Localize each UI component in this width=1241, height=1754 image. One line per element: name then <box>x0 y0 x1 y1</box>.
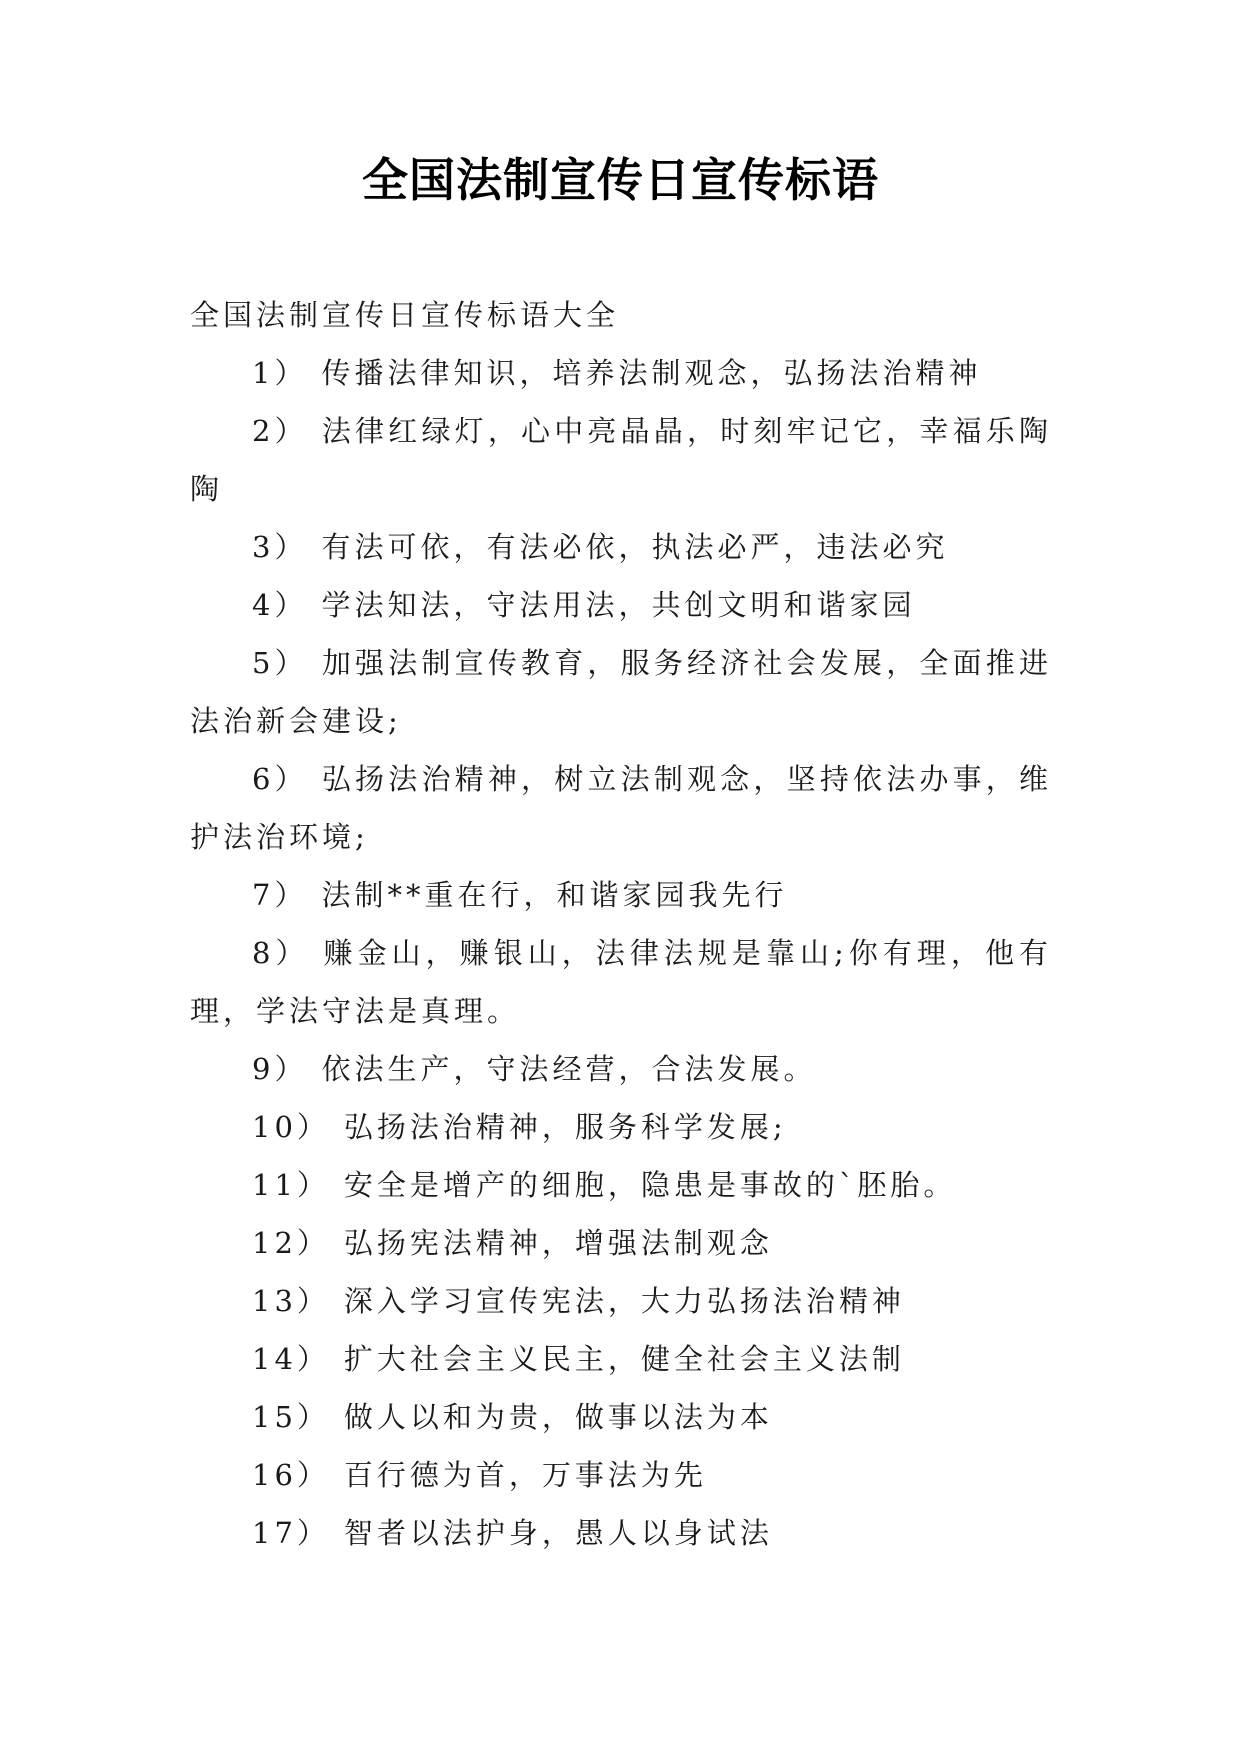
slogan-item-8 <box>190 924 1052 1040</box>
item-text: 弘扬宪法精神，增强法制观念 <box>343 1226 773 1260</box>
item-number: 3） <box>252 530 308 564</box>
document-title: 全国法制宣传日宣传标语 <box>362 153 879 207</box>
item-number: 1） <box>252 356 308 390</box>
item-number: 4） <box>252 588 308 622</box>
slogan-item-16 <box>190 1446 1052 1504</box>
item-text: 做人以和为贵，做事以法为本 <box>343 1400 773 1434</box>
item-number: 17） <box>252 1516 330 1550</box>
item-number: 2） <box>252 414 308 448</box>
item-text: 加强法制宣传教育，服务经济社会发展，全面推进法治新会建设; <box>190 646 1052 738</box>
item-text: 扩大社会主义民主，健全社会主义法制 <box>343 1342 905 1376</box>
item-number: 13） <box>252 1284 330 1318</box>
item-text: 法制**重在行，和谐家园我先行 <box>321 878 788 912</box>
slogan-item-4 <box>190 576 1052 634</box>
slogan-item-14 <box>190 1330 1052 1388</box>
slogan-item-12 <box>190 1214 1052 1272</box>
slogan-item-13 <box>190 1272 1052 1330</box>
item-text: 有法可依，有法必依，执法必严，违法必究 <box>321 530 949 564</box>
item-text: 赚金山，赚银山，法律法规是靠山;你有理，他有理，学法守法是真理。 <box>190 936 1053 1028</box>
item-text: 智者以法护身，愚人以身试法 <box>343 1516 773 1550</box>
slogan-item-17 <box>190 1504 1052 1562</box>
item-number: 16） <box>252 1458 330 1492</box>
item-number: 14） <box>252 1342 330 1376</box>
slogan-item-5 <box>190 634 1052 750</box>
item-number: 6） <box>252 762 308 796</box>
item-text: 安全是增产的细胞，隐患是事故的`胚胎。 <box>343 1168 957 1202</box>
item-number: 11） <box>252 1168 330 1202</box>
slogan-item-9 <box>190 1040 1052 1098</box>
item-text: 弘扬法治精神，树立法制观念，坚持依法办事，维护法治环境; <box>190 762 1052 854</box>
slogan-item-10 <box>190 1098 1052 1156</box>
item-number: 12） <box>252 1226 330 1260</box>
slogan-item-7 <box>190 866 1052 924</box>
item-number: 10） <box>252 1110 330 1144</box>
slogan-item-2 <box>190 402 1052 518</box>
item-number: 8） <box>252 936 310 970</box>
slogan-item-15 <box>190 1388 1052 1446</box>
item-text: 依法生产，守法经营，合法发展。 <box>321 1052 817 1086</box>
document-body <box>190 286 1052 1562</box>
item-text: 深入学习宣传宪法，大力弘扬法治精神 <box>343 1284 905 1318</box>
slogan-item-3 <box>190 518 1052 576</box>
document-subtitle: 全国法制宣传日宣传标语大全 <box>190 298 620 332</box>
item-number: 5） <box>252 646 308 680</box>
item-number: 9） <box>252 1052 308 1086</box>
item-text: 学法知法，守法用法，共创文明和谐家园 <box>321 588 916 622</box>
slogan-item-6 <box>190 750 1052 866</box>
item-number: 15） <box>252 1400 330 1434</box>
item-text: 百行德为首，万事法为先 <box>343 1458 707 1492</box>
item-text: 传播法律知识，培养法制观念，弘扬法治精神 <box>321 356 982 390</box>
item-text: 法律红绿灯，心中亮晶晶，时刻牢记它，幸福乐陶陶 <box>190 414 1052 506</box>
item-number: 7） <box>252 878 308 912</box>
slogan-item-1 <box>190 344 1052 402</box>
slogan-item-11 <box>190 1156 1052 1214</box>
item-text: 弘扬法治精神，服务科学发展; <box>343 1110 787 1144</box>
